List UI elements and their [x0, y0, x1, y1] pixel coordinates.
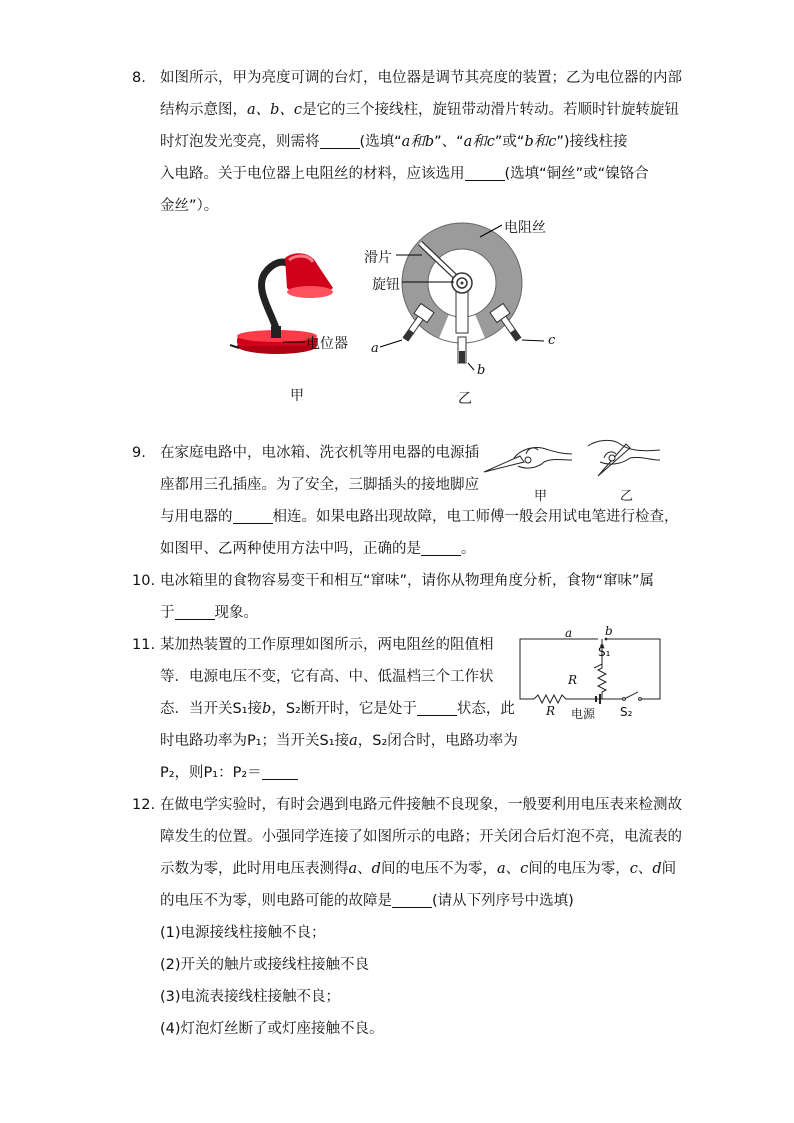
answer-blank[interactable] [233, 506, 273, 524]
question-number: 10. [132, 573, 156, 589]
q11-line-5: P₂，则P₁：P₂＝ [160, 757, 298, 789]
question-number: 11. [132, 637, 156, 653]
answer-blank[interactable] [465, 163, 505, 181]
option-item-4: (4)灯泡灯丝断了或灯座接触不良。 [160, 1021, 384, 1037]
q9-line-3: 与用电器的 相连。如果电路出现故障，电工师傅一般会用试电笔进行检查， [160, 501, 679, 533]
q11-line-4: 时电路功率为P₁；当开关S₁接a，S₂闭合时，电路功率为 [160, 733, 518, 749]
switch-s1-label: S₁ [598, 645, 611, 659]
figure-caption-jia: 甲 [290, 388, 304, 404]
q9-line-4: 如图甲、乙两种使用方法中吗，正确的是 。 [160, 533, 476, 565]
figure-caption-yi: 乙 [458, 391, 472, 407]
option-item-3: (3)电流表接线柱接触不良； [160, 989, 341, 1005]
resistor-r2-label: R [546, 704, 556, 718]
q11-line-2: 等．电源电压不变，它有高、中、低温档三个工作状 [160, 669, 494, 685]
q8-line-1: 如图所示，甲为亮度可调的台灯，电位器是调节其亮度的装置；乙为电位器的内部 [160, 70, 682, 86]
potentiometer-label: 电位器 [306, 336, 348, 352]
circuit-label-b: b [605, 624, 613, 638]
test-pen-figure [480, 436, 665, 486]
q8-line-5: 金丝”）。 [160, 198, 219, 214]
q11-line-1: 某加热装置的工作原理如图所示，两电阻丝的阻值相 [160, 637, 494, 653]
q12-line-2: 障发生的位置。小强同学连接了如图所示的电路；开关闭合后灯泡不亮，电流表的 [160, 829, 682, 845]
pen-caption-jia: 甲 [534, 489, 548, 504]
pen-caption-yi: 乙 [620, 489, 634, 504]
answer-blank[interactable] [417, 698, 457, 716]
q8-line-2: 结构示意图，a、b、c是它的三个接线柱，旋钮带动滑片转动。若顺时针旋转旋钮 [160, 102, 680, 118]
question-number: 9. [132, 445, 146, 461]
circuit-label-a: a [565, 626, 573, 640]
q8-line-3: 时灯泡发光变亮，则需将 (选填“a和b”、“a和c”或“b和c”)接线柱接 [160, 126, 628, 158]
terminal-a-label: a [371, 341, 379, 356]
answer-blank[interactable] [320, 131, 360, 149]
switch-s2-label: S₂ [620, 705, 633, 719]
q10-line-1: 电冰箱里的食物容易变干和相互“窜味”，请你从物理角度分析，食物“窜味”属 [160, 573, 655, 589]
resistance-wire-label: 电阻丝 [504, 220, 546, 236]
answer-blank[interactable] [262, 762, 298, 780]
q9-line-2: 座都用三孔插座。为了安全，三脚插头的接地脚应 [160, 477, 479, 493]
power-source-label: 电源 [571, 707, 596, 721]
terminal-c-label: c [548, 333, 556, 348]
terminal-b-label: b [477, 363, 486, 378]
q12-line-1: 在做电学实验时，有时会遇到电路元件接触不良现象，一般要利用电压表来检测故 [160, 797, 682, 813]
question-number: 12. [132, 797, 156, 813]
q8-line-4: 入电路。关于电位器上电阻丝的材料，应该选用 (选填“铜丝”或“镍铬合 [160, 158, 649, 190]
answer-blank[interactable] [392, 890, 432, 908]
answer-blank[interactable] [421, 538, 461, 556]
q11-line-3: 态．当开关S₁接b，S₂断开时，它是处于 状态，此 [160, 693, 515, 725]
q9-line-1: 在家庭电路中，电冰箱、洗衣机等用电器的电源插 [160, 445, 479, 461]
q12-line-4: 的电压不为零，则电路可能的故障是 (请从下列序号中选填) [160, 885, 574, 917]
q12-line-3: 示数为零，此时用电压表测得a、d间的电压不为零，a、c间的电压为零，c、d间 [160, 861, 677, 877]
slider-label: 滑片 [364, 250, 392, 266]
resistor-r1-label: R [568, 673, 578, 687]
question-number: 8. [132, 70, 146, 86]
q10-line-2: 于 现象。 [160, 597, 258, 629]
answer-blank[interactable] [175, 602, 215, 620]
potentiometer-diagram [362, 215, 567, 380]
option-item-1: (1)电源接线柱接触不良； [160, 925, 326, 941]
option-item-2: (2)开关的触片或接线柱接触不良 [160, 957, 370, 973]
knob-label: 旋钮 [372, 277, 400, 293]
